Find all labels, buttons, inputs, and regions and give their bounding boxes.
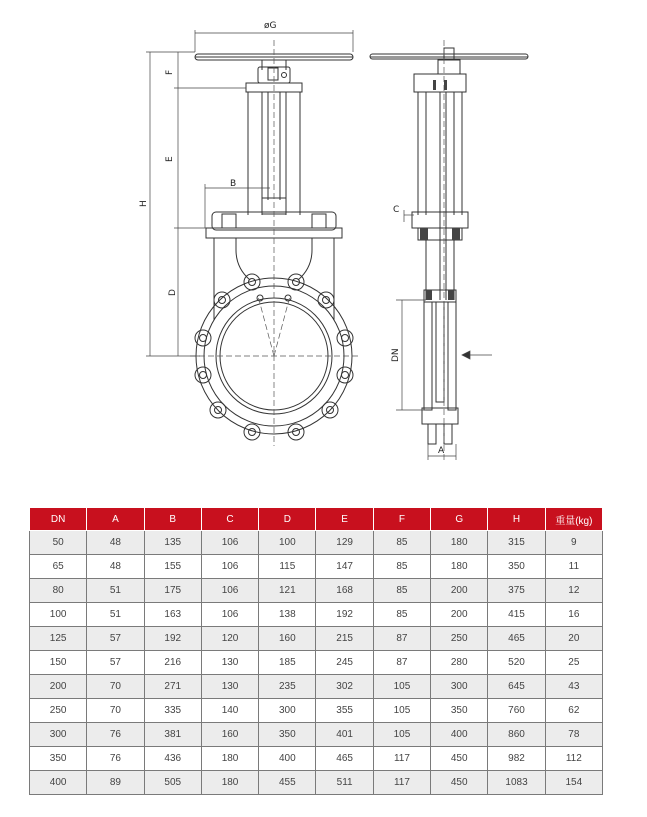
dim-label-B: B [230,179,237,189]
table-cell: 62 [545,699,602,723]
table-cell: 140 [201,699,258,723]
table-cell: 106 [201,603,258,627]
header-cell: E [316,508,373,531]
table-cell: 16 [545,603,602,627]
header-cell: G [431,508,488,531]
table-row [30,579,603,603]
table-cell: 860 [488,723,545,747]
table-cell: 51 [87,579,144,603]
table-cell: 87 [373,651,430,675]
table-cell: 160 [259,627,316,651]
header-cell: A [87,508,144,531]
table-cell: 57 [87,651,144,675]
table-cell: 465 [316,747,373,771]
table-cell: 150 [30,651,87,675]
table-cell: 48 [87,531,144,555]
table-cell: 87 [373,627,430,651]
table-cell: 250 [30,699,87,723]
table-cell: 1083 [488,771,545,795]
dimension-spec-table [29,507,603,795]
table-cell: 175 [144,579,201,603]
header-cell: H [488,508,545,531]
table-cell: 105 [373,723,430,747]
table-cell: 105 [373,699,430,723]
header-cell: B [144,508,201,531]
table-cell: 280 [431,651,488,675]
table-cell: 401 [316,723,373,747]
table-cell: 106 [201,531,258,555]
table-cell: 250 [431,627,488,651]
table-cell: 180 [431,531,488,555]
dim-label-C: C [393,205,400,215]
table-cell: 106 [201,579,258,603]
table-cell: 48 [87,555,144,579]
table-cell: 192 [144,627,201,651]
table-row [30,603,603,627]
table-cell: 415 [488,603,545,627]
table-cell: 121 [259,579,316,603]
header-cell: D [259,508,316,531]
header-cell: 重量(kg) [545,508,602,531]
table-cell: 200 [431,579,488,603]
table-cell: 180 [201,747,258,771]
table-cell: 982 [488,747,545,771]
table-cell: 215 [316,627,373,651]
yoke-side [412,74,468,444]
table-cell: 76 [87,747,144,771]
table-row [30,627,603,651]
table-cell: 51 [87,603,144,627]
table-cell: 65 [30,555,87,579]
table-row [30,675,603,699]
table-header-row [30,508,603,531]
table-cell: 130 [201,651,258,675]
table-cell: 375 [488,579,545,603]
table-cell: 645 [488,675,545,699]
table-cell: 117 [373,771,430,795]
table-row [30,555,603,579]
table-cell: 455 [259,771,316,795]
table-cell: 160 [201,723,258,747]
table-cell: 100 [30,603,87,627]
dim-label-F: F [165,69,175,75]
table-cell: 89 [87,771,144,795]
table-cell: 138 [259,603,316,627]
table-cell: 163 [144,603,201,627]
table-cell: 200 [30,675,87,699]
table-cell: 85 [373,603,430,627]
table-cell: 350 [431,699,488,723]
table-cell: 130 [201,675,258,699]
table-cell: 400 [259,747,316,771]
table-cell: 350 [30,747,87,771]
table-cell: 11 [545,555,602,579]
table-row [30,531,603,555]
table-cell: 117 [373,747,430,771]
table-cell: 25 [545,651,602,675]
table-cell: 100 [259,531,316,555]
table-cell: 381 [144,723,201,747]
table-cell: 400 [431,723,488,747]
table-cell: 129 [316,531,373,555]
table-cell: 465 [488,627,545,651]
table-row [30,651,603,675]
table-cell: 350 [488,555,545,579]
header-cell: F [373,508,430,531]
table-cell: 271 [144,675,201,699]
table-cell: 12 [545,579,602,603]
table-cell: 115 [259,555,316,579]
table-cell: 505 [144,771,201,795]
table-row [30,747,603,771]
table-cell: 436 [144,747,201,771]
table-cell: 85 [373,579,430,603]
table-cell: 20 [545,627,602,651]
table-row [30,771,603,795]
header-cell: DN [30,508,87,531]
table-cell: 135 [144,531,201,555]
handwheel-side [370,48,528,74]
table-cell: 70 [87,675,144,699]
table-cell: 300 [30,723,87,747]
table-row [30,699,603,723]
table-cell: 70 [87,699,144,723]
table-cell: 450 [431,771,488,795]
dim-label-E: E [165,156,175,162]
table-cell: 192 [316,603,373,627]
dim-label-DN: DN [391,348,401,362]
table-cell: 355 [316,699,373,723]
table-cell: 106 [201,555,258,579]
table-cell: 180 [431,555,488,579]
table-cell: 125 [30,627,87,651]
table-cell: 43 [545,675,602,699]
table-cell: 85 [373,531,430,555]
table-cell: 80 [30,579,87,603]
table-cell: 450 [431,747,488,771]
table-cell: 760 [488,699,545,723]
table-cell: 85 [373,555,430,579]
table-cell: 147 [316,555,373,579]
table-cell: 180 [201,771,258,795]
table-cell: 235 [259,675,316,699]
table-cell: 300 [431,675,488,699]
table-cell: 216 [144,651,201,675]
table-cell: 78 [545,723,602,747]
table-cell: 120 [201,627,258,651]
table-cell: 520 [488,651,545,675]
dim-label-A: A [438,446,445,456]
table-cell: 300 [259,699,316,723]
table-cell: 105 [373,675,430,699]
dim-label-G: øG [264,21,277,31]
table-cell: 185 [259,651,316,675]
table-cell: 9 [545,531,602,555]
table-cell: 511 [316,771,373,795]
table-cell: 50 [30,531,87,555]
table-cell: 315 [488,531,545,555]
table-cell: 168 [316,579,373,603]
table-cell: 57 [87,627,144,651]
table-cell: 155 [144,555,201,579]
table-cell: 154 [545,771,602,795]
table-body [30,531,603,795]
table-cell: 350 [259,723,316,747]
table-cell: 112 [545,747,602,771]
header-cell: C [201,508,258,531]
dim-label-H: H [139,200,149,207]
table-row [30,723,603,747]
table-cell: 245 [316,651,373,675]
table-cell: 335 [144,699,201,723]
table-cell: 76 [87,723,144,747]
table-cell: 400 [30,771,87,795]
table-cell: 302 [316,675,373,699]
table-cell: 200 [431,603,488,627]
dim-label-D: D [168,289,178,296]
